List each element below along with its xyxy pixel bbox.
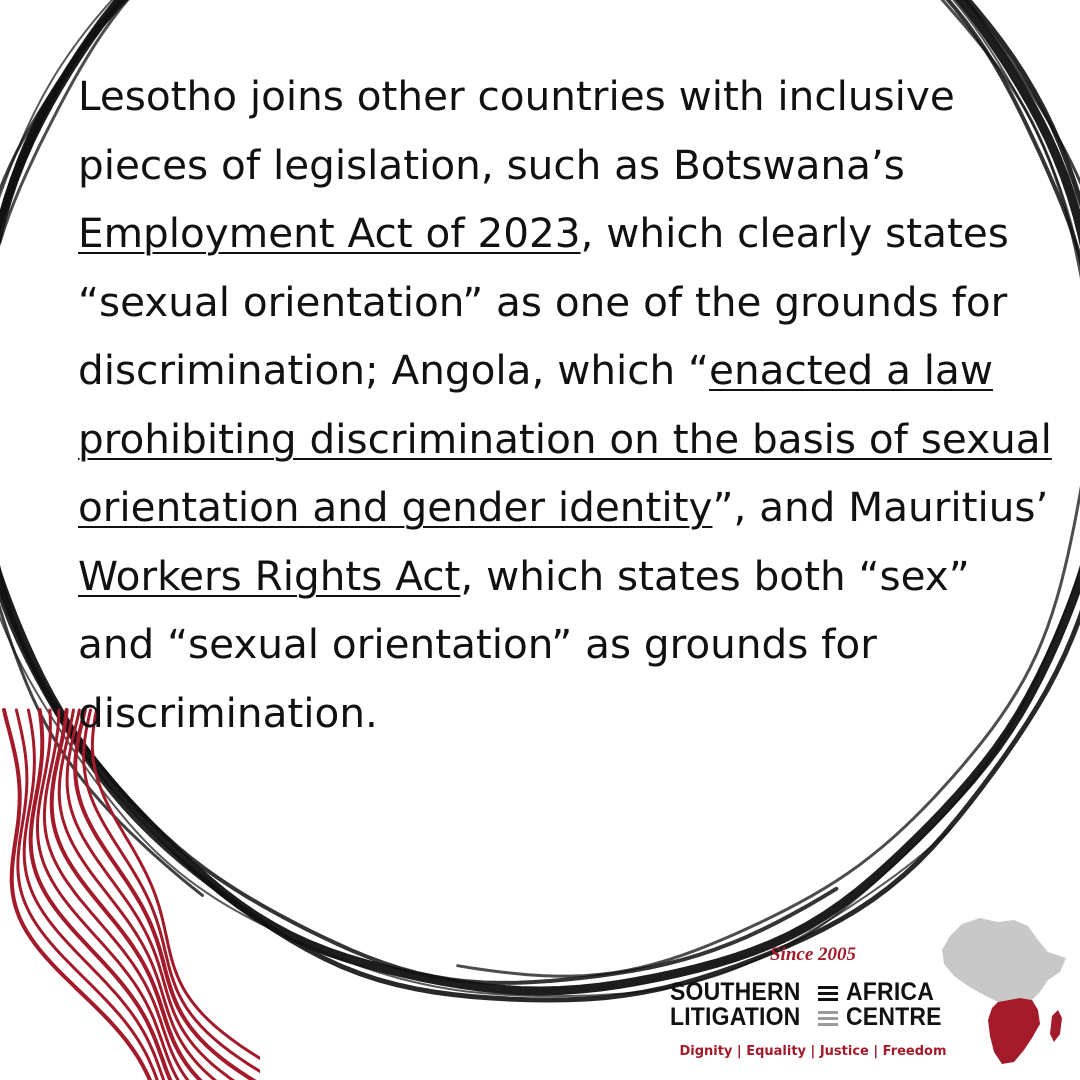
underlined-link-text[interactable]: orientation and gender identity [78, 483, 713, 531]
africa-map-gray [942, 918, 1066, 1002]
southern-africa-map-red [988, 998, 1040, 1064]
underlined-link-text[interactable]: prohibiting discrimination on the basis of sexual [78, 414, 1052, 463]
logo-word-southern: SOUTHERN [670, 978, 801, 1006]
body-text-segment: ”, and Mauritius’ [712, 483, 1049, 531]
africa-map-icon [928, 912, 1078, 1072]
body-text-segment: , which clearly states [580, 209, 1009, 257]
body-text-segment: Lesotho joins other countries with inclusive [78, 72, 955, 120]
since-label: Since 2005 [769, 944, 857, 965]
logo-word-litigation: LITIGATION [670, 1003, 801, 1031]
body-paragraph [78, 62, 1080, 747]
body-text-segment: discrimination. [78, 688, 378, 737]
body-text-segment: “sexual orientation” as one of the grounds for [78, 277, 1008, 326]
logo-tagline: Dignity | Equality | Justice | Freedom [679, 1044, 947, 1059]
madagascar-map-red [1050, 1010, 1062, 1042]
salc-logo [668, 940, 958, 1070]
underlined-link-text[interactable]: Employment Act of 2023 [78, 209, 581, 257]
logo-bars-gray [818, 1011, 838, 1026]
logo-word-africa: AFRICA [846, 978, 934, 1006]
logo-bars-dark [818, 986, 838, 1001]
body-text-segment: pieces of legislation, such as Botswana’s [78, 140, 905, 189]
body-text-segment: discrimination; Angola, which “ [78, 346, 710, 394]
red-wave-lines-decoration [0, 700, 260, 1080]
red-wave-line [92, 710, 260, 1080]
body-text-segment: , which states both “sex” [460, 551, 970, 600]
underlined-link-text[interactable]: Workers Rights Act [78, 551, 461, 600]
body-text-segment: and “sexual orientation” as grounds for [78, 620, 877, 668]
logo-word-centre: CENTRE [846, 1003, 942, 1031]
underlined-link-text[interactable]: enacted a law [709, 346, 993, 394]
